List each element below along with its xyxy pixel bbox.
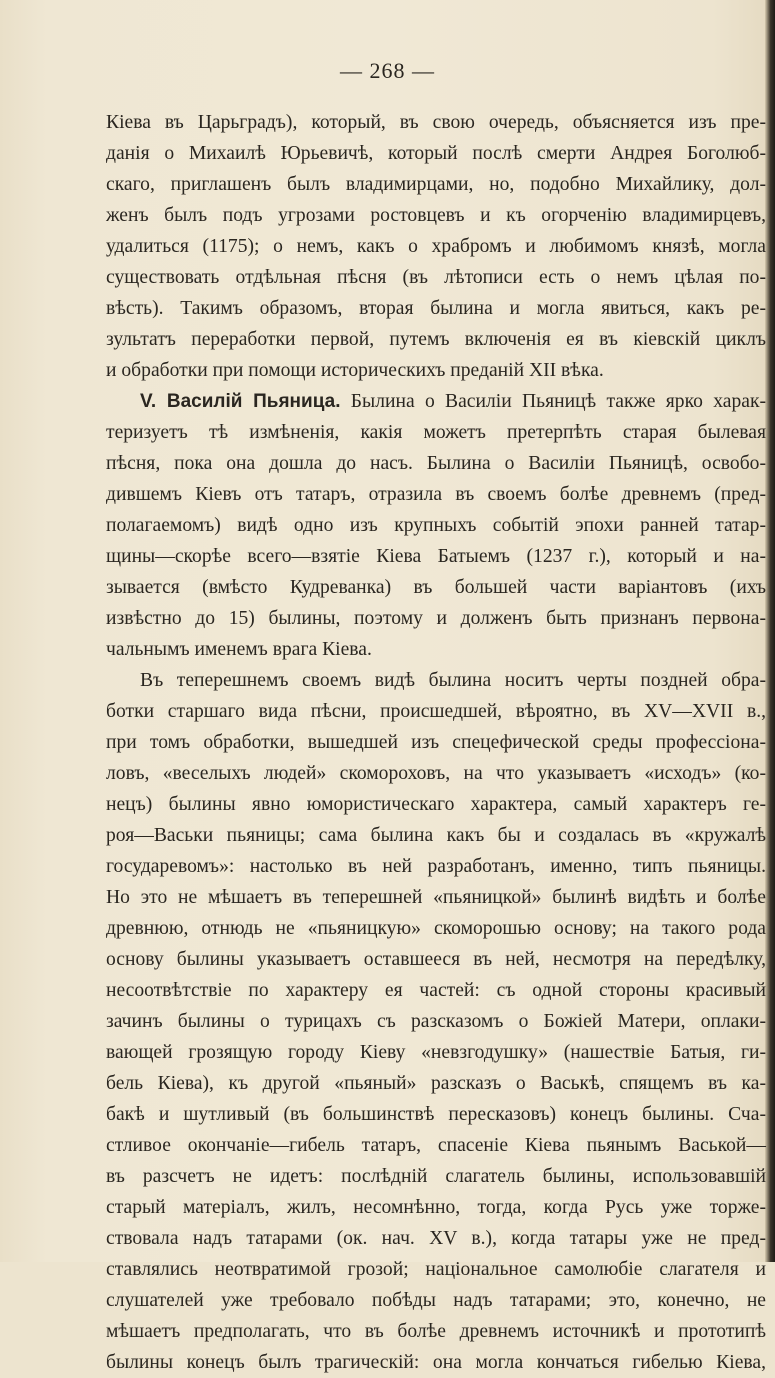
text-line-content: Былина о Василіи Пьяницѣ также ярко харак- <box>340 391 766 412</box>
text-line <box>106 1037 766 1068</box>
text-line-content: ловъ, «веселыхъ людей» скомороховъ, на что указываетъ «исходъ» (ко- <box>106 763 766 784</box>
text-line-content: основу былины указываетъ оставшееся въ ней, несмотря на передѣлку, <box>106 949 766 970</box>
text-line <box>106 851 766 882</box>
text-line-content: старый матеріалъ, жилъ, несомнѣнно, тогда, когда Русь уже торже- <box>106 1197 766 1218</box>
text-line <box>106 975 766 1006</box>
text-line <box>106 789 766 820</box>
text-line <box>106 386 766 417</box>
text-line <box>106 541 766 572</box>
text-line <box>106 572 766 603</box>
text-line-content: бель Кіева), къ другой «пьяный» разсказъ о Васькѣ, спящемъ въ ка- <box>106 1073 766 1094</box>
text-line <box>106 696 766 727</box>
text-line-content: извѣстно до 15) былины, поэтому и долженъ быть признанъ первона- <box>106 608 766 629</box>
text-line-content: ставлялись неотвратимой грозой; національное самолюбіе слагателя и <box>106 1259 766 1280</box>
text-line <box>106 1161 766 1192</box>
text-line <box>106 758 766 789</box>
text-line-content: пѣсня, пока она дошла до насъ. Былина о Василіи Пьяницѣ, освобо- <box>106 453 766 474</box>
text-line-content: вающей грозящую городу Кіеву «невзгодушку» (нашествіе Батыя, ги- <box>106 1042 766 1063</box>
text-line-content: данія о Михаилѣ Юрьевичѣ, который послѣ смерти Андрея Боголюб- <box>106 143 766 164</box>
text-line <box>106 138 766 169</box>
text-line-content: Кіева въ Царьградъ), который, въ свою очередь, объясняется изъ пре- <box>106 112 766 133</box>
text-line-content: роя—Васьки пьяницы; сама былина какъ бы и создалась въ «кружалѣ <box>106 825 766 846</box>
text-line-content: вѣсть). Такимъ образомъ, вторая былина и могла явиться, какъ ре- <box>106 298 766 319</box>
text-line <box>106 324 766 355</box>
text-line-content: Въ теперешнемъ своемъ видѣ былина носитъ черты поздней обра- <box>140 670 766 691</box>
text-line <box>106 262 766 293</box>
text-line <box>106 417 766 448</box>
text-line-content: былины конецъ былъ трагическій: она могла кончаться гибелью Кіева, <box>106 1352 766 1373</box>
text-line-content: чальнымъ именемъ врага Кіева. <box>106 639 372 660</box>
text-line <box>106 1099 766 1130</box>
text-line <box>106 882 766 913</box>
text-line <box>106 1223 766 1254</box>
text-line <box>106 913 766 944</box>
text-line <box>106 355 766 386</box>
text-line-content: несоотвѣтствіе по характеру ея частей: съ одной стороны красивый <box>106 980 766 1001</box>
text-line <box>106 1068 766 1099</box>
text-line-content: зультатъ переработки первой, путемъ включенія ея въ кіевскій циклъ <box>106 329 766 350</box>
text-line-content: Но это не мѣшаетъ въ теперешней «пьяницкой» былинѣ видѣть и болѣе <box>106 887 766 908</box>
text-line-content: полагаемомъ) видѣ одно изъ крупныхъ событій эпохи ранней татар- <box>106 515 766 536</box>
text-line <box>106 448 766 479</box>
text-line-content: удалиться (1175); о немъ, какъ о храбромъ и любимомъ князѣ, могла <box>106 236 766 257</box>
text-line <box>106 479 766 510</box>
text-line-content: дившемъ Кіевъ отъ татаръ, отразила въ своемъ болѣе древнемъ (пред- <box>106 484 766 505</box>
text-line-content: зывается (вмѣсто Кудреванка) въ большей части варіантовъ (ихъ <box>106 577 766 598</box>
text-line <box>106 1006 766 1037</box>
text-line-content: щины—скорѣе всего—взятіе Кіева Батыемъ (1237 г.), который и на- <box>106 546 766 567</box>
text-line-content: скаго, приглашенъ былъ владимирцами, но, подобно Михайлику, дол- <box>106 174 766 195</box>
text-line-content: зачинъ былины о турицахъ съ разсказомъ о Божіей Матери, оплаки- <box>106 1011 766 1032</box>
text-line <box>106 200 766 231</box>
text-line <box>106 169 766 200</box>
text-line <box>106 1254 766 1285</box>
page-number: — 268 — <box>340 58 435 83</box>
text-line <box>106 820 766 851</box>
text-line-content: древнюю, отнюдь не «пьяницкую» скоморошью основу; на такого рода <box>106 918 766 939</box>
text-line-content: нецъ) былины явно юмористическаго характера, самый характеръ ге- <box>106 794 766 815</box>
text-line <box>106 1316 766 1347</box>
text-line-content: мѣшаетъ предполагать, что въ болѣе древнемъ источникѣ и прототипѣ <box>106 1321 766 1342</box>
text-line <box>106 944 766 975</box>
text-line-content: существовать отдѣльная пѣсня (въ лѣтописи есть о немъ цѣлая по- <box>106 267 766 288</box>
text-line-content: теризуетъ тѣ измѣненія, какія можетъ претерпѣть старая былевая <box>106 422 766 443</box>
text-line <box>106 634 766 665</box>
text-line-content: ботки старшаго вида пѣсни, происшедшей, вѣроятно, въ XV—XVII в., <box>106 701 766 722</box>
text-line-content: стливое окончаніе—гибель татаръ, спасеніе Кіева пьянымъ Васькой— <box>106 1135 766 1156</box>
text-line-content: при томъ обработки, вышедшей изъ спецефической среды профессіона- <box>106 732 766 753</box>
text-line <box>106 293 766 324</box>
page-edge-shadow <box>765 0 775 1262</box>
text-line-content: государевомъ»: настолько въ ней разработанъ, именно, типъ пьяницы. <box>106 856 766 877</box>
text-line <box>106 231 766 262</box>
text-line <box>106 1285 766 1316</box>
text-line-content: и обработки при помощи историческихъ преданій XII вѣка. <box>106 360 604 381</box>
text-line-content: въ разсчетъ не идетъ: послѣдній слагатель былины, использовавшій <box>106 1166 766 1187</box>
text-line <box>106 1347 766 1378</box>
text-line <box>106 603 766 634</box>
text-line-content: женъ былъ подъ угрозами ростовцевъ и къ огорченію владимирцевъ, <box>106 205 766 226</box>
section-heading: V. Василій Пьяница. <box>140 391 341 412</box>
body-text <box>106 107 766 1378</box>
text-line <box>106 1130 766 1161</box>
text-line-content: бакѣ и шутливый (въ большинствѣ пересказовъ) конецъ былины. Сча- <box>106 1104 766 1125</box>
text-line-content: ствовала надъ татарами (ок. нач. XV в.), когда татары уже не пред- <box>106 1228 766 1249</box>
text-line-content: слушателей уже требовало побѣды надъ татарами; это, конечно, не <box>106 1290 766 1311</box>
text-line <box>106 665 766 696</box>
text-line <box>106 510 766 541</box>
text-line <box>106 727 766 758</box>
text-line <box>106 1192 766 1223</box>
text-line <box>106 107 766 138</box>
